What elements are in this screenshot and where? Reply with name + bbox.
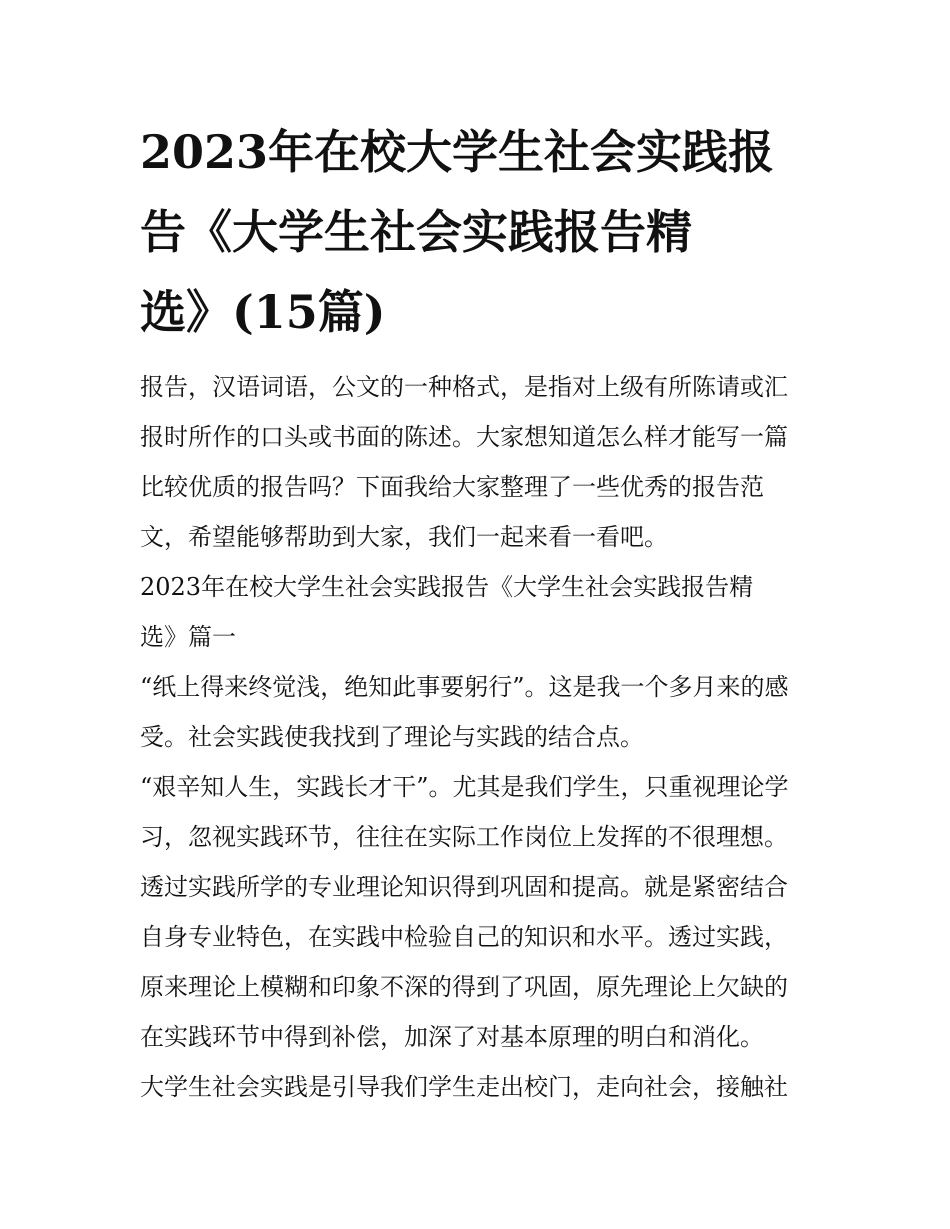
body-paragraph-3: 大学生社会实践是引导我们学生走出校门，走向社会，接触社 — [140, 1073, 788, 1101]
body-paragraph-2: “艰辛知人生，实践长才干”。尤其是我们学生，只重视理论学 习，忽视实践环节，往往在实际工作岗位上发挥的不很理想。 透过实践所学的专业理论知识得到巩固和提高。就是紧密结合 自身专业特色，在实践中检验自己的知识和水平。透过实践， 原来理论上模糊和印象不深的得到了巩固，原先理论上欠缺的 在实践环节中得到补偿，加深了对基本原理的明白和消化。 — [140, 773, 789, 1051]
body-paragraph-1: “纸上得来终觉浅，绝知此事要躬行”。这是我一个多月来的感 受。社会实践使我找到了理论与实践的结合点。 — [140, 673, 789, 751]
intro-paragraph: 报告，汉语词语，公文的一种格式，是指对上级有所陈请或汇 报时所作的口头或书面的陈述。大家想知道怎么样才能写一篇 比较优质的报告吗？下面我给大家整理了一些优秀的报告范 文，希望能够帮助到大家，我们一起来看一看吧。 — [140, 373, 788, 551]
document-title: 2023年在校大学生社会实践报 告《大学生社会实践报告精 选》(15篇) — [140, 125, 775, 339]
section-heading: 2023年在校大学生社会实践报告《大学生社会实践报告精 选》篇一 — [140, 573, 754, 651]
document-page — [140, 112, 812, 1112]
